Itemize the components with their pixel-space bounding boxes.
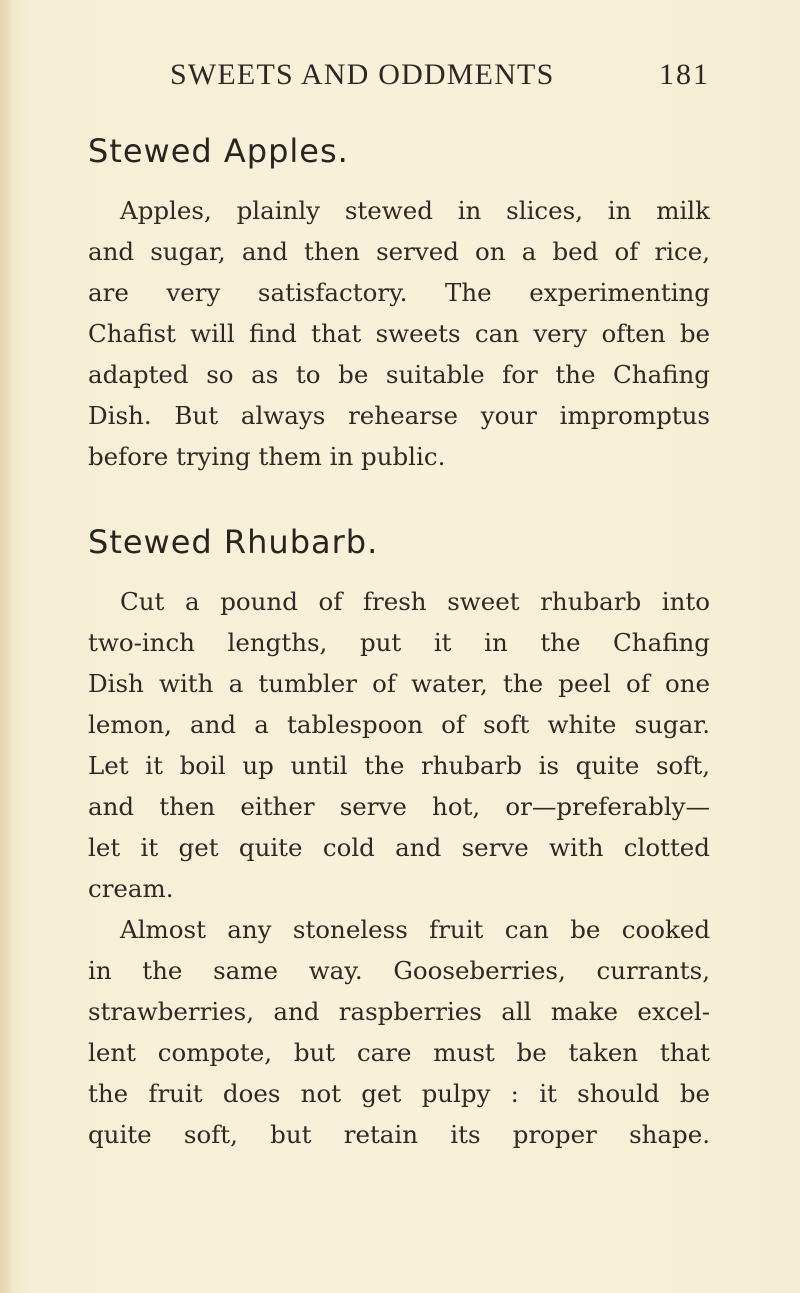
section-heading-stewed-rhubarb: Stewed Rhubarb. [88,523,379,561]
text-line: and sugar, and then served on a bed of rice, [88,237,710,266]
text-line: Apples, plainly stewed in slices, in milk [120,196,710,225]
text-line: quite soft, but retain its proper shape. [88,1120,710,1149]
text-line: Let it boil up until the rhubarb is quite soft, [88,751,710,780]
text-line: lent compote, but care must be taken that [88,1038,710,1067]
text-line: are very satisfactory. The experimenting [88,278,710,307]
text-line: the fruit does not get pulpy : it should be [88,1079,710,1108]
text-line: strawberries, and raspberries all make excel- [88,997,710,1026]
text-line: before trying them in public. [88,442,446,471]
text-line: Dish with a tumbler of water, the peel of one [88,669,710,698]
paragraph-stewed-apples [88,190,710,477]
text-line: lemon, and a tablespoon of soft white sugar. [88,710,710,739]
text-line: Almost any stoneless fruit can be cooked [120,915,710,944]
text-line: two-inch lengths, put it in the Chafing [88,628,710,657]
page-body [88,130,710,1155]
text-line: let it get quite cold and serve with clotted [88,833,710,862]
text-line: adapted so as to be suitable for the Chafing [88,360,710,389]
text-line: cream. [88,874,174,903]
text-line: Dish. But always rehearse your impromptus [88,401,710,430]
paragraph-stoneless-fruit [88,909,710,1155]
text-line: in the same way. Gooseberries, currants, [88,956,710,985]
text-line: Cut a pound of fresh sweet rhubarb into [120,587,710,616]
page-number: 181 [659,58,710,91]
paragraph-stewed-rhubarb [88,581,710,909]
running-head-title: SWEETS AND ODDMENTS [170,58,555,91]
running-head [170,58,710,92]
page-spine-shadow [0,0,14,1293]
text-line: and then either serve hot, or—preferably— [88,792,710,821]
section-heading-stewed-apples: Stewed Apples. [88,132,349,170]
text-line: Chafist will find that sweets can very often be [88,319,710,348]
